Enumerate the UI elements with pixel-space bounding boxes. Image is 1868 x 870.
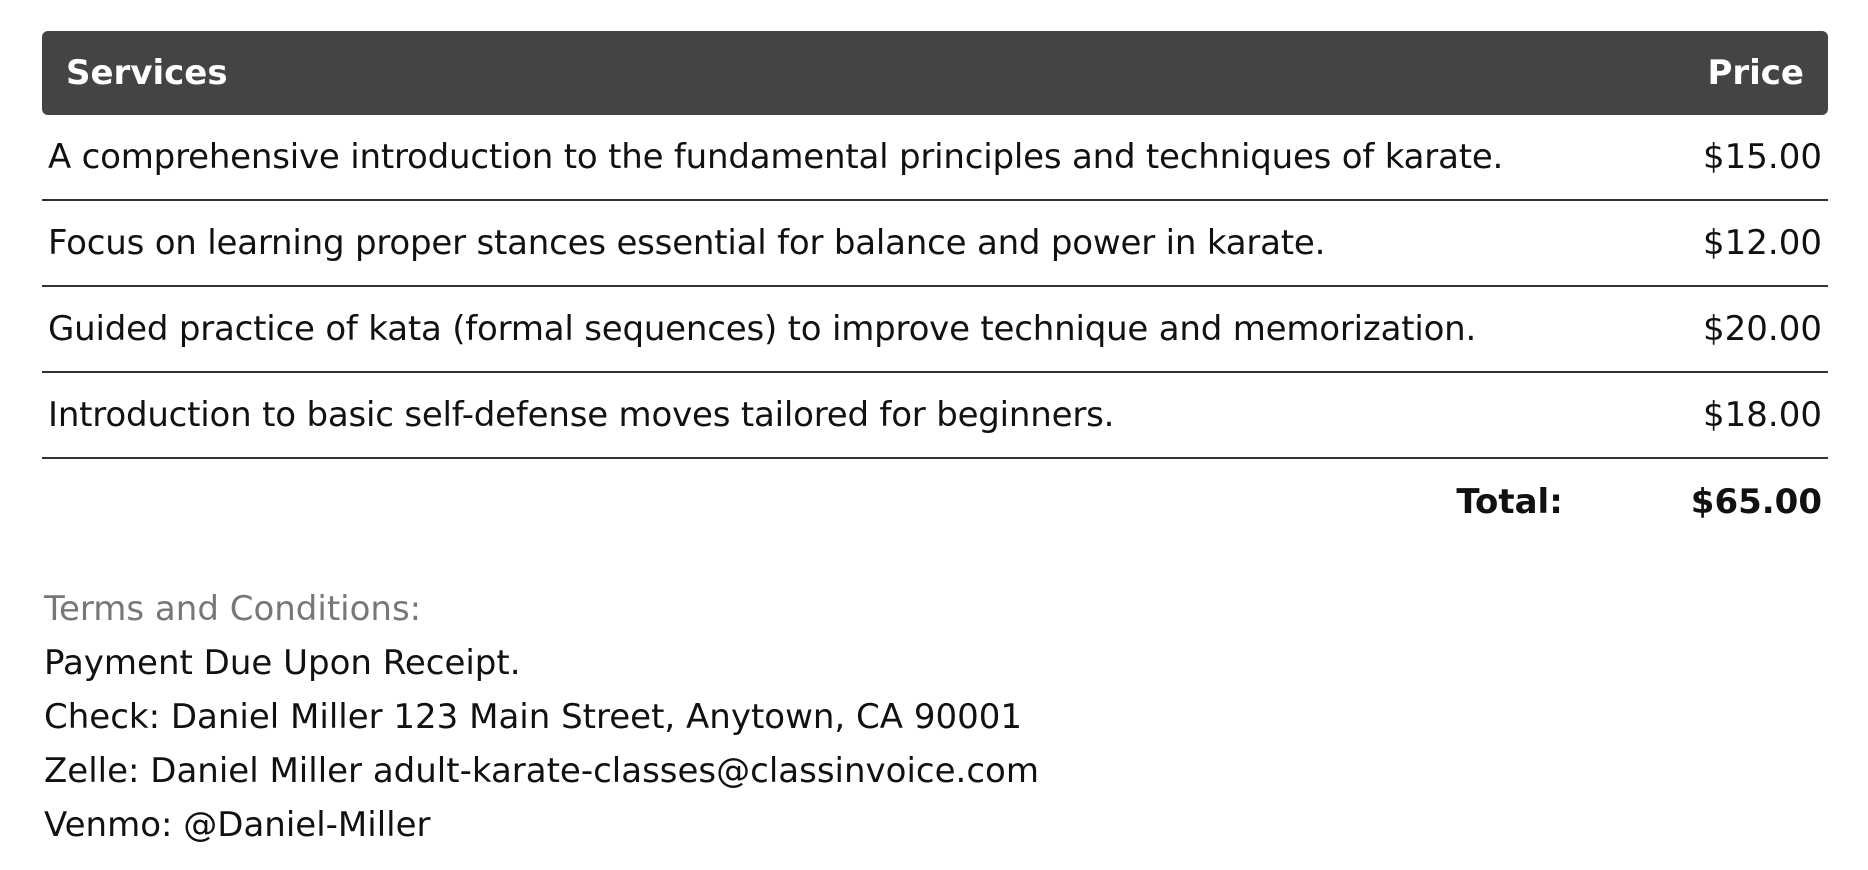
services-column-header: Services bbox=[66, 53, 228, 93]
service-description: Focus on learning proper stances essential for balance and power in karate. bbox=[48, 223, 1326, 263]
table-header bbox=[42, 31, 1828, 115]
terms-zelle-info: Zelle: Daniel Miller adult-karate-classes@classinvoice.com bbox=[44, 751, 1039, 791]
terms-venmo-info: Venmo: @Daniel-Miller bbox=[44, 805, 431, 845]
total-row bbox=[42, 459, 1828, 545]
terms-check-info: Check: Daniel Miller 123 Main Street, Anytown, CA 90001 bbox=[44, 697, 1023, 737]
table-row bbox=[42, 115, 1828, 201]
table-row bbox=[42, 201, 1828, 287]
terms-section bbox=[44, 582, 1039, 852]
service-price: $12.00 bbox=[1703, 223, 1822, 263]
total-value: $65.00 bbox=[1690, 482, 1822, 522]
price-column-header: Price bbox=[1707, 53, 1804, 93]
services-table bbox=[42, 31, 1828, 545]
service-price: $15.00 bbox=[1703, 137, 1822, 177]
service-price: $20.00 bbox=[1703, 309, 1822, 349]
service-description: A comprehensive introduction to the fundamental principles and techniques of karate. bbox=[48, 137, 1504, 177]
service-description: Guided practice of kata (formal sequences) to improve technique and memorization. bbox=[48, 309, 1477, 349]
table-body bbox=[42, 115, 1828, 459]
terms-heading: Terms and Conditions: bbox=[44, 589, 422, 629]
table-row bbox=[42, 287, 1828, 373]
service-description: Introduction to basic self-defense moves tailored for beginners. bbox=[48, 395, 1115, 435]
terms-payment-due: Payment Due Upon Receipt. bbox=[44, 643, 521, 683]
table-row bbox=[42, 373, 1828, 459]
total-label: Total: bbox=[1456, 482, 1563, 522]
service-price: $18.00 bbox=[1703, 395, 1822, 435]
